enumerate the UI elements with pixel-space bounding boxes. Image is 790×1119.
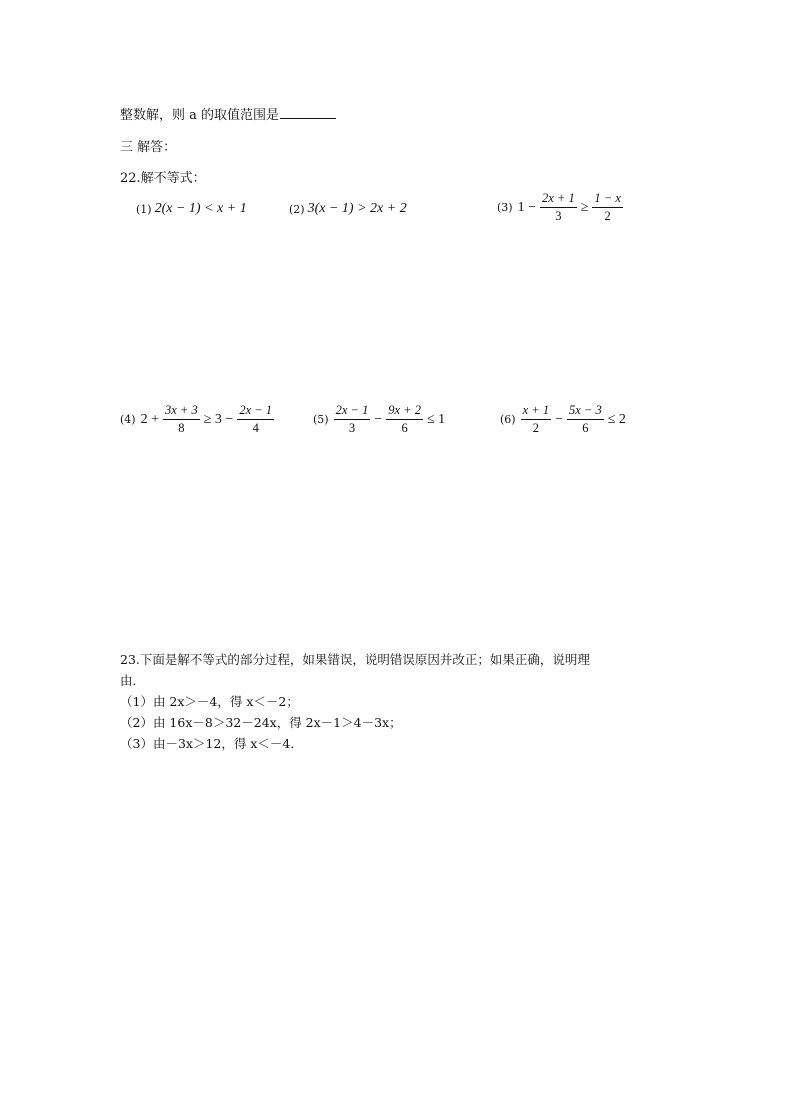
- numerator: 2x − 1: [237, 403, 274, 420]
- q22-problem-6: [500, 403, 628, 436]
- fraction-2: [386, 403, 423, 436]
- q23-item-1: （1）由 2x＞－4，得 x＜－2；: [120, 694, 299, 709]
- answer-blank[interactable]: [280, 105, 336, 119]
- fraction-2: [592, 191, 622, 224]
- q23-item-2: （2）由 16x－8＞32－24x，得 2x－1＞4－3x；: [120, 715, 402, 730]
- denominator: 2: [604, 209, 611, 223]
- denominator: 8: [178, 421, 185, 435]
- denominator: 4: [252, 421, 259, 435]
- problem-label: (5): [313, 413, 329, 426]
- intro-line: [120, 104, 336, 123]
- numerator: 5x − 3: [567, 403, 604, 420]
- problem-label: (2): [289, 202, 305, 216]
- lead-term: 1 −: [517, 199, 536, 215]
- relation: ≥: [580, 199, 589, 215]
- intro-text: 整数解，则 a 的取值范围是: [120, 108, 280, 123]
- problem-label: (3): [497, 201, 513, 214]
- q22-title: 22.解不等式：: [120, 171, 206, 186]
- denominator: 2: [532, 421, 539, 435]
- fraction-1: [163, 403, 200, 436]
- operator: −: [555, 411, 563, 427]
- fraction-2: [237, 403, 274, 436]
- relation: ≥ 3 −: [203, 411, 234, 427]
- q22-problem-4: [120, 403, 276, 436]
- q23-item-3: （3）由－3x＞12，得 x＜－4．: [120, 736, 303, 751]
- problem-label: (6): [500, 413, 516, 426]
- problem-expression: 2(x − 1) < x + 1: [154, 201, 247, 216]
- q23-line-2: 由．: [120, 673, 146, 688]
- denominator: 6: [582, 421, 589, 435]
- fraction-2: [567, 403, 604, 436]
- problem-label: (1): [136, 202, 152, 216]
- problem-expression: 3(x − 1) > 2x + 2: [307, 201, 407, 216]
- tail-term: ≤ 2: [607, 411, 626, 427]
- numerator: x + 1: [521, 403, 551, 420]
- lead-term: 2 +: [140, 411, 159, 427]
- fraction-1: [540, 191, 577, 224]
- q23-line-1: 23.下面是解不等式的部分过程，如果错误，说明错误原因并改正；如果正确，说明理: [120, 652, 590, 667]
- problem-label: (4): [120, 413, 136, 426]
- denominator: 3: [555, 209, 562, 223]
- tail-term: ≤ 1: [426, 411, 446, 427]
- numerator: 2x + 1: [540, 191, 577, 208]
- numerator: 9x + 2: [386, 403, 423, 420]
- numerator: 1 − x: [592, 191, 622, 208]
- q22-problem-3: [497, 191, 625, 224]
- q22-problem-2: [289, 201, 407, 217]
- operator: −: [374, 411, 383, 427]
- denominator: 3: [348, 421, 356, 435]
- denominator: 6: [401, 421, 408, 435]
- section-3-title: 三 解答：: [120, 140, 177, 155]
- numerator: 2x − 1: [334, 403, 371, 420]
- q22-problem-5: [313, 403, 447, 436]
- numerator: 3x + 3: [163, 403, 200, 420]
- fraction-1: [334, 403, 371, 436]
- fraction-1: [521, 403, 551, 436]
- q22-problem-1: [136, 201, 247, 217]
